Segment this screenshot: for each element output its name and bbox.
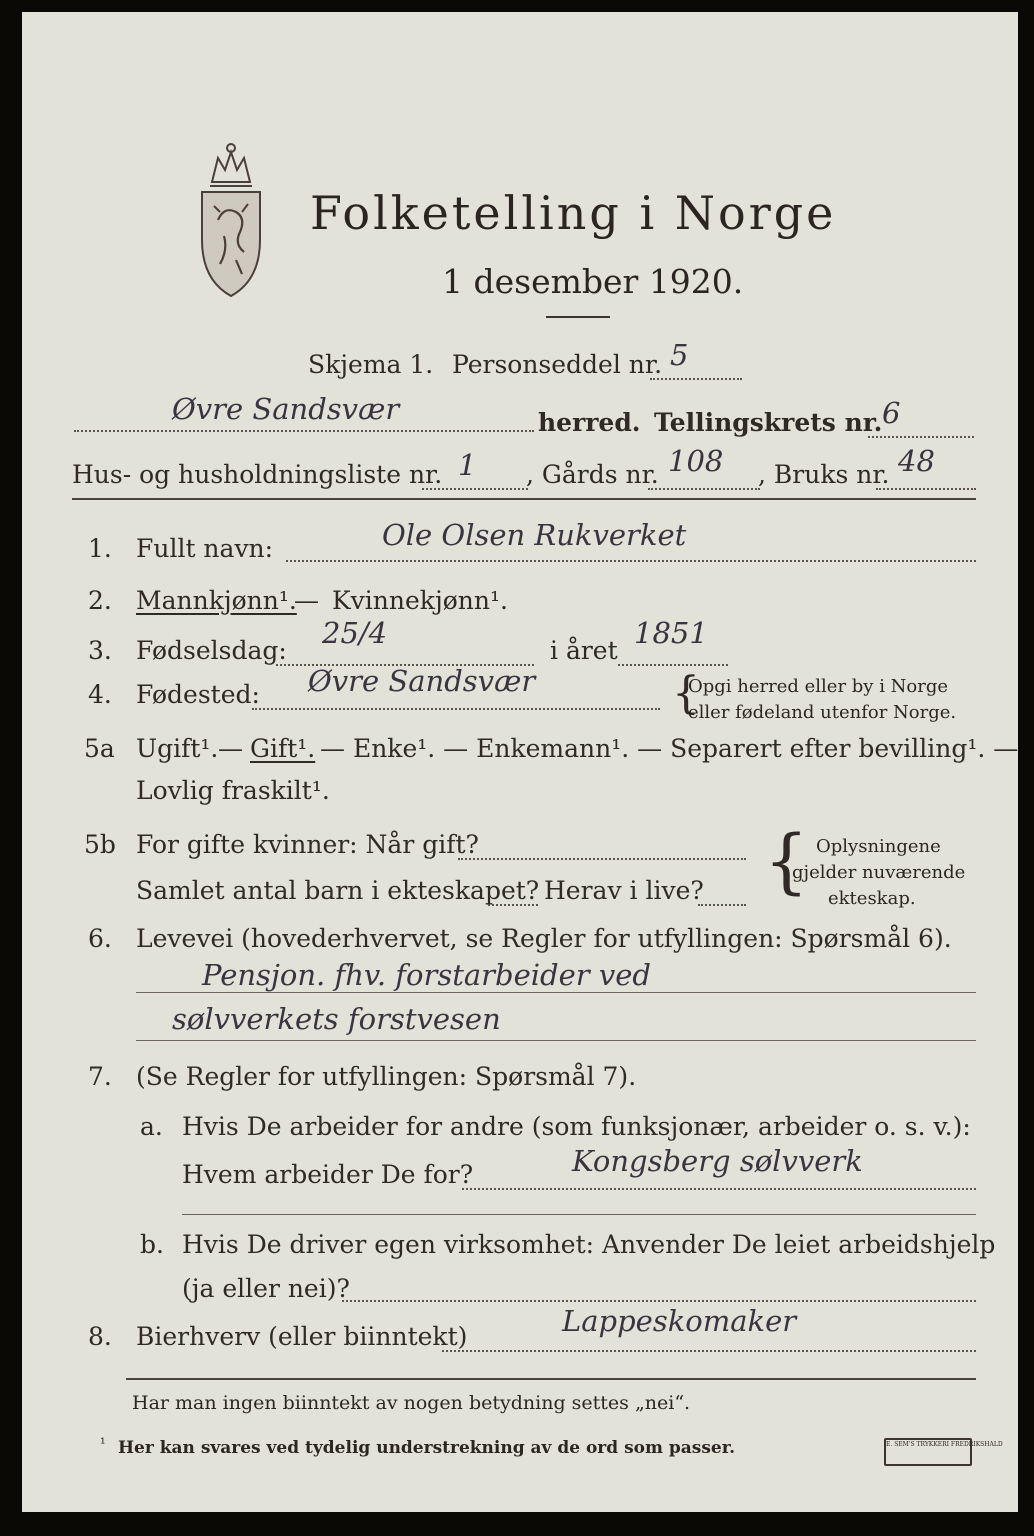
q6-line2 [136, 1040, 976, 1041]
bruks-label: , Bruks nr. [758, 460, 890, 489]
q7a-hvem-line [462, 1188, 976, 1190]
q7-label: (Se Regler for utfyllingen: Spørsmål 7). [136, 1062, 637, 1091]
norwegian-coat-of-arms-icon [190, 140, 272, 300]
title-divider [546, 316, 610, 318]
q3-label: Fødselsdag: [136, 636, 287, 665]
q7a-extra-line [182, 1214, 976, 1215]
skjema-label: Skjema 1. [308, 350, 434, 379]
tellingskrets-line [868, 436, 974, 438]
q5b-brace: { [764, 820, 809, 902]
hus-value: 1 [458, 448, 477, 482]
q6-line1 [136, 992, 976, 993]
q8-value: Lappeskomaker [562, 1304, 797, 1338]
q7b-question: Hvis De driver egen virksomhet: Anvender De leiet arbeidshjelp [182, 1230, 996, 1259]
q6-value-line2: sølvverkets forstvesen [172, 1002, 501, 1036]
q2-kvinnekjonn-option: Kvinnekjønn¹. [332, 586, 508, 615]
q5b-naar-gift-label: For gifte kvinner: Når gift? [136, 830, 479, 859]
q5b-naar-gift-line [458, 858, 746, 860]
q2-separator: — [294, 586, 319, 615]
printer-stamp-text: E. SEM'S TRYKKERI FREDRIKSHALD [886, 1441, 1003, 1448]
q4-label: Fødested: [136, 680, 260, 709]
q5b-note-line3: ekteskap. [828, 888, 916, 909]
q3-aaret-value: 1851 [634, 616, 708, 650]
footnote-text: Her kan svares ved tydelig understrekning av de ord som passer. [118, 1438, 736, 1458]
q7a-value: Kongsberg sølvverk [572, 1144, 863, 1178]
q5b-barn-label: Samlet antal barn i ekteskapet? [136, 876, 540, 905]
q1-value: Ole Olsen Rukverket [382, 518, 687, 552]
q7a-letter: a. [140, 1112, 163, 1141]
q4-value: Øvre Sandsvær [308, 664, 536, 698]
gards-line [648, 488, 760, 490]
q1-number: 1. [88, 534, 112, 563]
q4-brace: { [672, 668, 700, 719]
herred-value: Øvre Sandsvær [172, 392, 400, 426]
q4-note-line1: Opgi herred eller by i Norge [688, 676, 949, 697]
q8-number: 8. [88, 1322, 112, 1351]
q3-aaret-line [618, 664, 728, 666]
bruks-line [876, 488, 976, 490]
q4-number: 4. [88, 680, 112, 709]
q7-number: 7. [88, 1062, 112, 1091]
q5b-barn-line [488, 904, 538, 906]
hus-label: Hus- og husholdningsliste nr. [72, 460, 443, 489]
q2-mannkjonn-option: Mannkjønn¹. [136, 586, 297, 615]
q6-number: 6. [88, 924, 112, 953]
tellingskrets-value: 6 [882, 396, 901, 430]
q5b-note-line2: gjelder nuværende [792, 862, 966, 883]
q5a-number: 5a [84, 734, 115, 763]
q7b-ja-nei-label: (ja eller nei)? [182, 1274, 350, 1303]
herred-line [74, 430, 534, 432]
census-date: 1 desember 1920. [442, 262, 744, 301]
gards-value: 108 [668, 444, 724, 478]
q6-label: Levevei (hovederhvervet, se Regler for utfyllingen: Spørsmål 6). [136, 924, 952, 953]
q5b-herav-label: Herav i live? [544, 876, 704, 905]
q5b-number: 5b [84, 830, 116, 859]
personseddel-value: 5 [670, 338, 689, 372]
form-title: Folketelling i Norge [310, 186, 837, 240]
hus-line [422, 488, 528, 490]
personseddel-label: Personseddel nr. [452, 350, 663, 379]
printer-stamp [884, 1438, 1003, 1466]
q5a-ugift-option: Ugift¹. [136, 734, 219, 763]
herred-label: herred. [538, 408, 641, 437]
bruks-value: 48 [898, 444, 935, 478]
header-rule [72, 498, 976, 500]
q5a-dash: — [218, 734, 243, 763]
q3-number: 3. [88, 636, 112, 665]
q3-value: 25/4 [322, 616, 388, 650]
q6-value-line1: Pensjon. fhv. forstarbeider ved [202, 958, 651, 992]
q5a-gift-option: Gift¹. [250, 734, 316, 763]
q5b-note-line1: Oplysningene [816, 836, 941, 857]
q1-line [286, 560, 976, 562]
q5a-fraskilt-option: Lovlig fraskilt¹. [136, 776, 330, 805]
q8-line [442, 1350, 976, 1352]
q5a-other-options: — Enke¹. — Enkemann¹. — Separert efter bevilling¹. — [320, 734, 1019, 763]
q7a-hvem-label: Hvem arbeider De for? [182, 1160, 474, 1189]
footnote-marker: ¹ [100, 1436, 106, 1452]
q1-label: Fullt navn: [136, 534, 274, 563]
q3-aaret-label: i året [550, 636, 618, 665]
q2-number: 2. [88, 586, 112, 615]
tellingskrets-label: Tellingskrets nr. [654, 408, 883, 437]
footer-note: Har man ingen biinntekt av nogen betydning settes „nei“. [132, 1392, 691, 1414]
gards-label: , Gårds nr. [526, 460, 659, 489]
q4-line [252, 708, 660, 710]
personseddel-line [650, 378, 742, 380]
q8-label: Bierhverv (eller biinntekt) [136, 1322, 468, 1351]
q4-note-line2: eller fødeland utenfor Norge. [688, 702, 957, 723]
footer-rule [126, 1378, 976, 1380]
q5b-herav-line [698, 904, 746, 906]
q7b-line [342, 1300, 976, 1302]
q7a-question: Hvis De arbeider for andre (som funksjonær, arbeider o. s. v.): [182, 1112, 971, 1141]
census-form-page [22, 12, 1018, 1512]
q7b-letter: b. [140, 1230, 164, 1259]
